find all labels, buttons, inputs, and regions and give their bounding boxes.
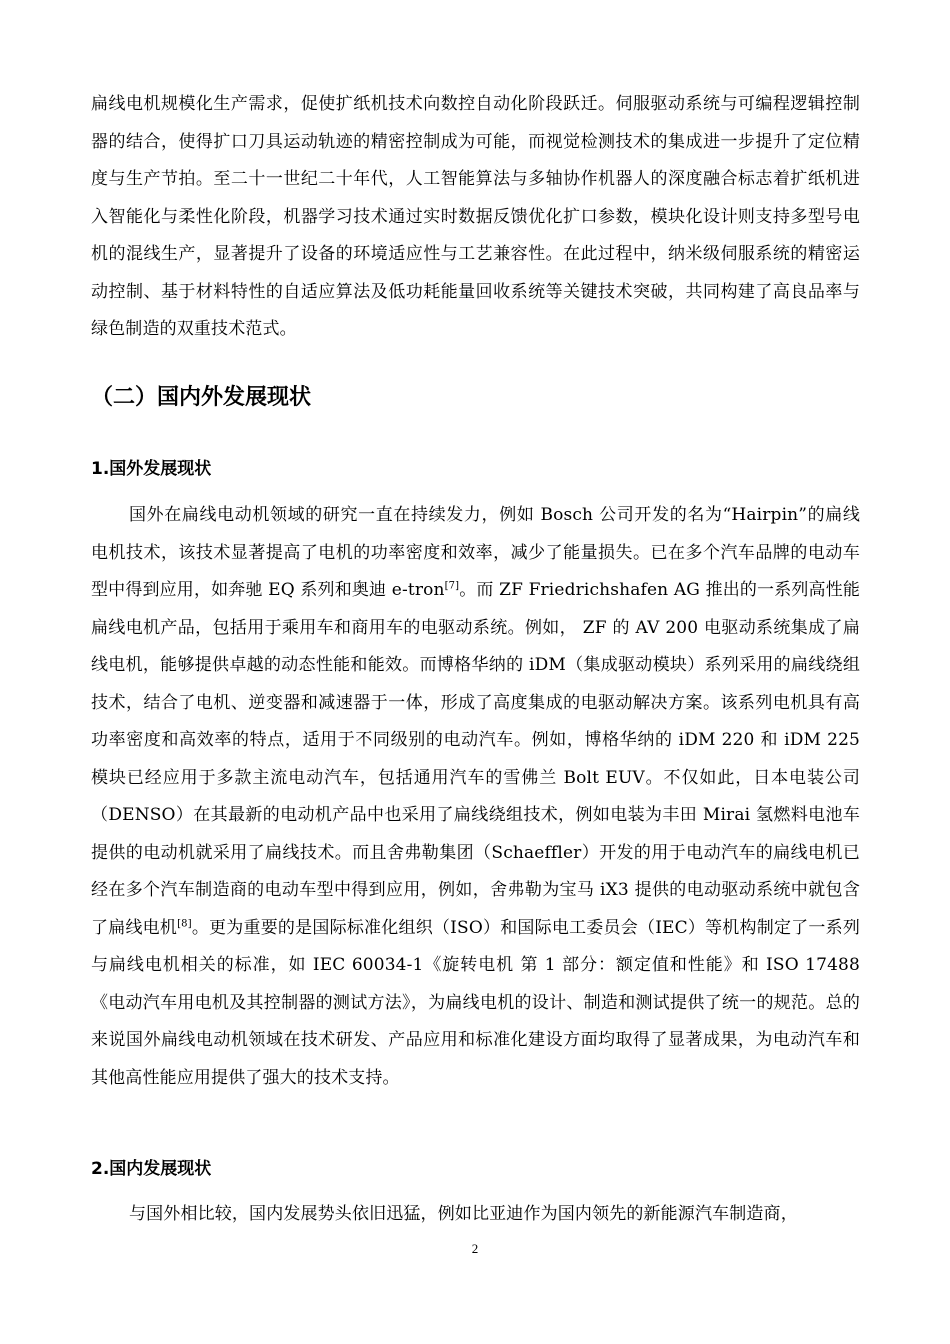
foreign-text-part-2: 。而 ZF Friedrichshafen AG 推出的一系列高性能扁线电机产品，包括用于乘用车和商用车的电驱动系统。例如， ZF 的 AV 200 电驱动系统集成了扁线电机，能够提供卓越的动态性能和能效。而博格华纳的 iDM（集成驱动模块）系列采用的扁线绕组技术，结合了电机、逆变器和减速器于一体，形成了高度集成的电驱动解决方案。该系列电机具有高功率密度和高效率的特点，适用于不同级别的电动汽车。例如，博格华纳的 iDM 220 和 iDM 225 模块已经应用于多款主流电动汽车，包括通用汽车的雪佛兰 Bolt EUV。不仅如此，日本电装公司（DENSO）在其最新的电动机产品中也采用了扁线绕组技术，例如电装为丰田 Mirai 氢燃料电池车提供的电动机就采用了扁线技术。而且舍弗勒集团（Schaeffler）开发的用于电动汽车的扁线电机已经在多个汽车制造商的电动车型中得到应用，例如，舍弗勒为宝马 iX3 提供的电动驱动系统中就包含了扁线电机 — [91, 580, 860, 938]
foreign-text-part-1: 国外在扁线电动机领域的研究一直在持续发力，例如 Bosch 公司开发的名为“Hairpin”的扁线电机技术，该技术显著提高了电机的功率密度和效率，减少了能量损失。已在多个汽车品牌的电动车型中得到应用，如奔驰 EQ 系列和奥迪 e-tron — [91, 505, 860, 600]
subsection-heading-foreign: 1.国外发展现状 — [91, 459, 212, 479]
domestic-status-paragraph: 与国外相比较，国内发展势头依旧迅猛，例如比亚迪作为国内领先的新能源汽车制造商， — [129, 1204, 798, 1224]
foreign-text-part-3: 。更为重要的是国际标准化组织（ISO）和国际电工委员会（IEC）等机构制定了一系列与扁线电机相关的标准，如 IEC 60034-1《旋转电机 第 1 部分：额定值和性能》和 ISO 17488《电动汽车用电机及其控制器的测试方法》，为扁线电机的设计、制造和测试提供了统一的规范。总的来说国外扁线电动机领域在技术研发、产品应用和标准化建设方面均取得了显著成果，为电动汽车和其他高性能应用提供了强大的技术支持。 — [91, 917, 860, 1088]
subsection-heading-domestic: 2.国内发展现状 — [91, 1159, 212, 1179]
intro-paragraph: 扁线电机规模化生产需求，促使扩纸机技术向数控自动化阶段跃迁。伺服驱动系统与可编程逻辑控制器的结合，使得扩口刀具运动轨迹的精密控制成为可能，而视觉检测技术的集成进一步提升了定位精度与生产节拍。至二十一世纪二十年代，人工智能算法与多轴协作机器人的深度融合标志着扩纸机进入智能化与柔性化阶段，机器学习技术通过实时数据反馈优化扩口参数，模块化设计则支持多型号电机的混线生产，显著提升了设备的环境适应性与工艺兼容性。在此过程中，纳米级伺服系统的精密运动控制、基于材料特性的自适应算法及低功耗能量回收系统等关键技术突破，共同构建了高良品率与绿色制造的双重技术范式。 — [91, 94, 860, 339]
section-heading: （二）国内外发展现状 — [91, 385, 312, 410]
citation-ref-7: [7] — [444, 580, 460, 592]
citation-ref-8: [8] — [177, 917, 192, 929]
foreign-status-paragraph — [91, 497, 860, 1097]
page-number: 2 — [471, 1241, 479, 1256]
